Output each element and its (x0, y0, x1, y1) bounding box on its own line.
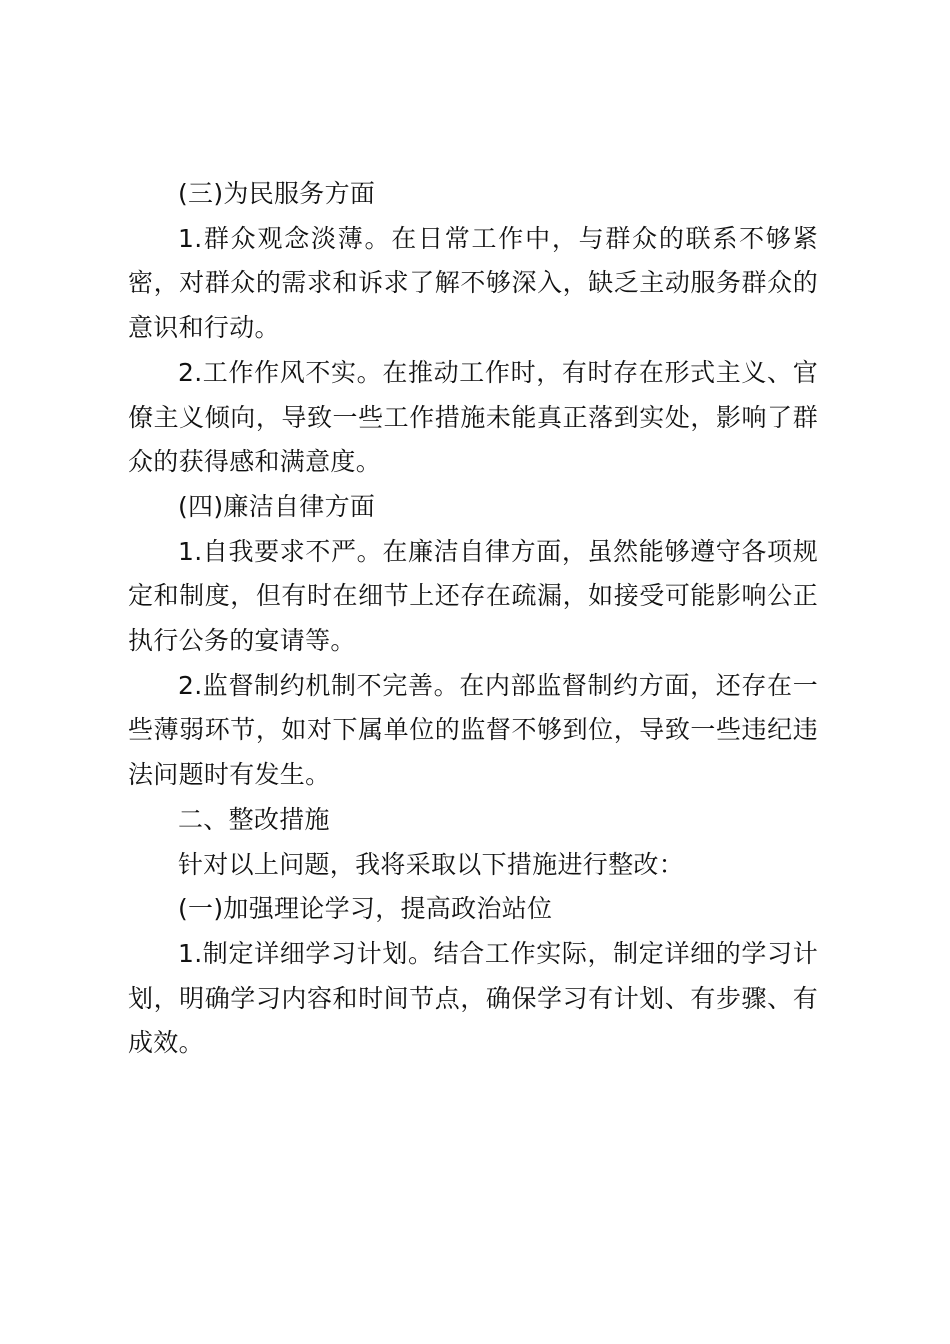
section-heading-service: (三)为民服务方面 (178, 179, 376, 208)
document-body (128, 172, 818, 1066)
paragraph-integrity-1: 1.自我要求不严。在廉洁自律方面，虽然能够遵守各项规定和制度，但有时在细节上还存在疏漏，如接受可能影响公正执行公务的宴请等。 (128, 536, 818, 656)
paragraph-integrity-2: 2.监督制约机制不完善。在内部监督制约方面，还存在一些薄弱环节，如对下属单位的监督不够到位，导致一些违纪违法问题时有发生。 (128, 670, 818, 790)
section-heading-rectification: 二、整改措施 (178, 804, 330, 834)
paragraph-study-plan: 1.制定详细学习计划。结合工作实际，制定详细的学习计划，明确学习内容和时间节点，确保学习有计划、有步骤、有成效。 (128, 938, 818, 1058)
section-heading-integrity: (四)廉洁自律方面 (178, 491, 376, 521)
subsection-heading-theory-study: (一)加强理论学习，提高政治站位 (178, 894, 553, 924)
paragraph-service-2: 2.工作作风不实。在推动工作时，有时存在形式主义、官僚主义倾向，导致一些工作措施未能真正落到实处，影响了群众的获得感和满意度。 (128, 357, 818, 477)
paragraph-service-1: 1.群众观念淡薄。在日常工作中，与群众的联系不够紧密，对群众的需求和诉求了解不够深入，缺乏主动服务群众的意识和行动。 (128, 223, 818, 343)
paragraph-rectification-intro: 针对以上问题，我将采取以下措施进行整改： (178, 849, 685, 879)
